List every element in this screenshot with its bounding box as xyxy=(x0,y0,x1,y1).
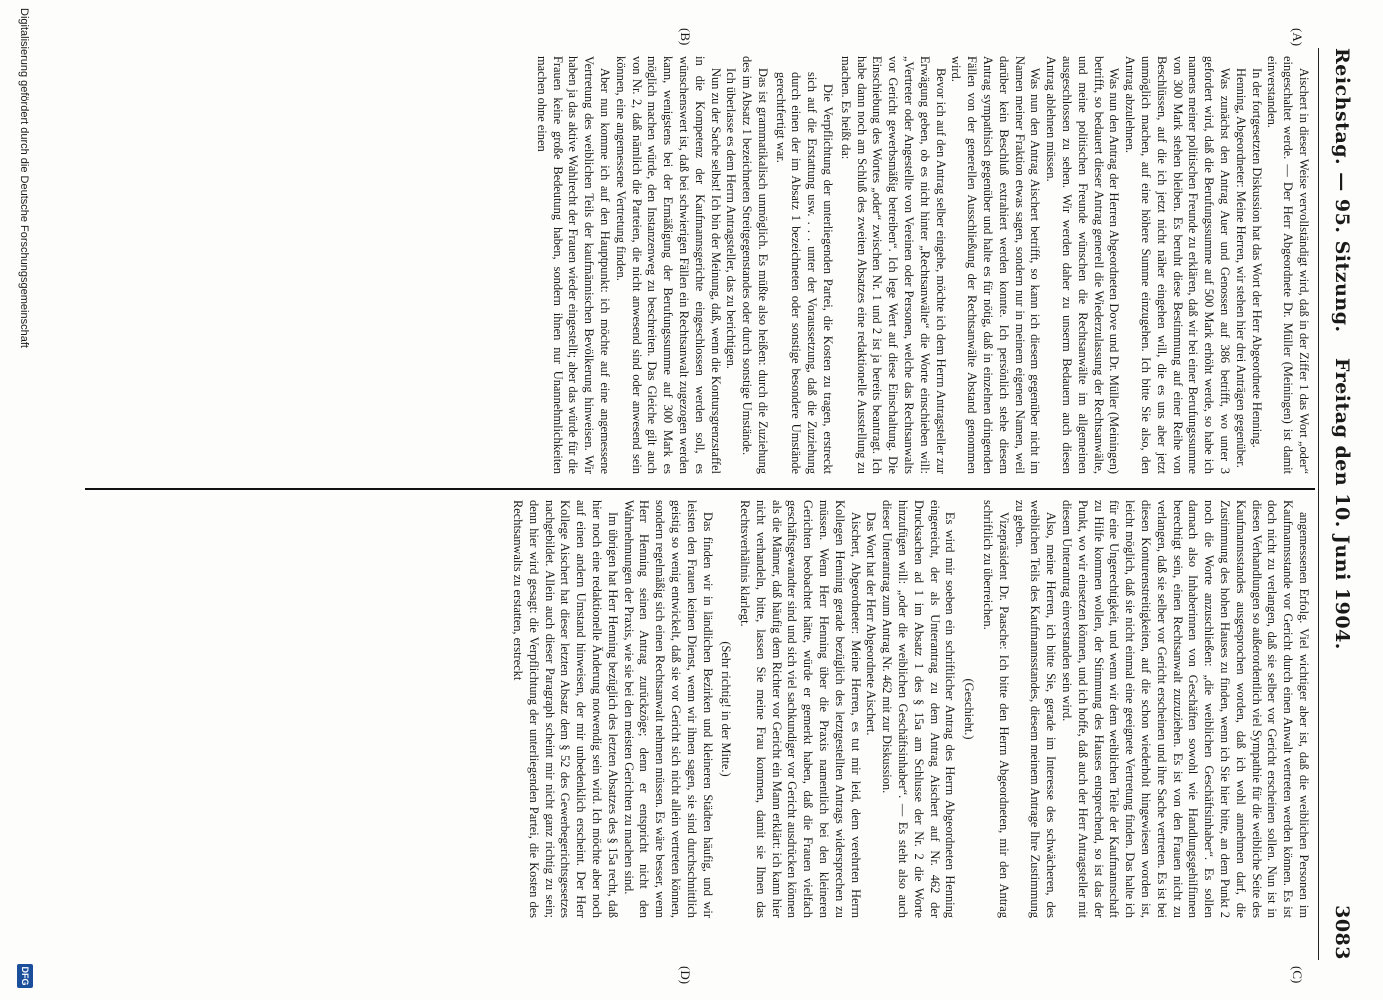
dfg-logo: DFG xyxy=(17,964,33,988)
paragraph: Das ist grammatikalisch unmöglich. Es müßte also heißen: durch die Zuziehung des im Absatz 1 bezeichneten Streitgegenstandes oder durch sonstige Umstände. xyxy=(740,56,770,474)
margin-mark-b: (B) xyxy=(678,28,693,46)
speaker-paragraph: Henning, Abgeordneter: Meine Herren, wir stehen hier drei Anträgen gegenüber. xyxy=(1233,68,1248,468)
paragraph: Das Wort hat der Herr Abgeordnete Aischert. xyxy=(864,512,879,736)
funding-note: Digitalisierung gefördert durch die Deutsche Forschungsgemeinschaft xyxy=(18,8,30,348)
paragraph: angemessenen Erfolg. Viel wichtiger aber ist, daß die weiblichen Personen im Kaufmannsstande vor Gericht durch einen Anwalt vertreten werden können. Es ist doch nicht zu verlangen, daß sie selber vor Gericht erscheinen sollen. Nun ist in diesen Verhandlungen so außerordentlich viel Sympathie für die weibliche Seite des Kaufmannsstandes ausgesprochen worden, daß ich wohl annehmen darf, die Zustimmung des hohen Hauses zu finden, wenn ich Sie hier bitte, an dem Punkt 2 noch die Worte anzuschließen: „die weiblichen Geschäftsinhaber“. Es sollen darnach also Inhaberinnen von Geschäften sowohl wie Handlungsgehilfinnen berechtigt sein, einen Rechtsanwalt zuzuziehen. Es ist von den Frauen nicht zu verlangen, daß sie selber vor Gericht erscheinen und ihre Sache vertreten. Es ist bei diesen Konturenstreitigkeiten, auf die schon wiederholt hingewiesen worden ist, leicht möglich, daß sie nicht einmal eine geeignete Vertretung finden. Das halte ich für eine Ungerechtigkeit, und wenn wir dem weiblichen Teile der Kaufmannschaft zu Hilfe kommen wollen, der Stimmung des Hauses entsprechend, so ist das der Punkt, wo wir einsetzen können, und ich hoffe, daß auch der Herr Antragsteller mit diesem Unterantrag einverstanden sein wird. xyxy=(1060,500,1311,918)
paragraph: Ich überlasse es dem Herrn Antragsteller, das zu berichtigen. xyxy=(724,68,739,369)
digitization-footer xyxy=(10,0,38,1000)
paragraph: Das finden wir in ländlichen Bezirken und kleineren Städten häufig, und wir leisten den Frauen keinen Dienst, wenn wir ihnen sagen, sie sind durchschnittlich geistig so wenig entwickelt, daß sie vor Gericht sich nicht allein vertreten können, sondern regelmäßig sich einen Rechtsanwalt nehmen müssen. Es wäre besser, wenn Herr Henning seinen Antrag zurückzöge; denn er entspricht nicht den Wahrnehmungen der Praxis, wie sie bei den meisten Gerichten zu machen sind. xyxy=(621,500,715,918)
margin-mark-c: (C) xyxy=(1290,966,1305,984)
margin-mark-a: (A) xyxy=(1290,28,1305,47)
paragraph: Also, meine Herren, ich bitte Sie, gerade im Interesse des schwächeren, des weiblichen Teils des Kaufmannsstandes, diesem meinem Antrage Ihre Zustimmung zu geben. xyxy=(1012,500,1059,918)
column-divider xyxy=(85,488,1315,490)
stage-direction: (Geschieht.) xyxy=(962,678,977,740)
paragraph: Was nun den Antrag der Herren Abgeordneten Dove und Dr. Müller (Meiningen) betrifft, so bedauert dieser Antrag generell die Wiederzulassung der Rechtsanwälte, und meine politischen Freunde wünschen die Rechtsanwälte im allgemeinen ausgeschlossen zu sehen. Wir werden daher zu unserm Bedauern auch diesen Antrag ablehnen müssen. xyxy=(1044,56,1122,474)
paragraph: Was zunächst den Antrag Auer und Genossen auf 386 betrifft, wo unter 3 gefordert wird, daß die Berufungssumme auf 500 Mark erhöht werde, so habe ich namens meiner politischen Freunde zu erklären, daß wir bei einer Berufungssumme von 300 Mark stehen bleiben. Es beruht diese Bestimmung auf einer Reihe von Beschlüssen, auf die ich jetzt nicht näher eingehen will, die es uns aber jetzt unmöglich machen, auf eine höhere Summe einzugehen. Ich bitte Sie also, den Antrag abzulehnen. xyxy=(1123,56,1233,474)
paragraph: Was nun den Antrag Aischert betrifft, so kann ich diesem gegenüber nicht im Namen meiner Fraktion etwas sagen, sondern nur in meinem eigenen Namen, weil darüber kein Beschluß extrahiert werden konnte. Ich persönlich stehe diesem Antrag sympathisch gegenüber und halte es für nötig, daß in einzelnen dringenden Fällen von der generellen Ausschließung der Rechtsanwälte Abstand genommen wird. xyxy=(949,56,1043,474)
paragraph: In der fortgesetzten Diskussion hat das Wort der Herr Abgeordnete Henning. xyxy=(1249,68,1264,448)
right-column xyxy=(91,500,1311,918)
paragraph: Im übrigen hat Herr Henning bezüglich des letzten Absatzes des § 15a recht, daß hier noch eine redaktionelle Änderung notwendig sein wird. Ich möchte aber noch auf einen andern Umstand hinweisen, der mir unbedenklich erscheint. Der Herr Kollege Aischert hat dieser letzten Absatz dem § 52 des Gewerbegerichtsgesetzes nachgebildet. Allein auch dieser Paragraph scheint mir nicht ganz richtig zu sein; denn hier wird gesagt: die Verpflichtung der unterliegenden Partei, die Kosten des Rechtsanwalts zu erstatten, erstreckt xyxy=(510,500,620,918)
paragraph: Nun zu der Sache selbst! Ich bin der Meinung, daß, wenn die Kontursgrenzstaffel in die Kompetenz der Kaufmannsgerichte eingeschlossen werden soll, es wünschenswert ist, daß bei schwierigen Fällen ein Rechtsanwalt zugezogen werden kann, wenigstens bei der Ermäßigung der Berufungssumme auf 300 Mark es möglich machen würde, den Instanzenweg zu beschreiten. Das Gleiche gilt auch von Nr. 2, daß nämlich die Parteien, die nicht anwesend sind oder anwesend sein können, eine angemessene Vertretung finden. xyxy=(613,56,723,474)
left-column xyxy=(91,56,1311,474)
paragraph: Aber nun komme ich auf den Hauptpunkt: ich möchte auf eine angemessene Vertretung des weiblichen Teils der kaufmännischen Bevölkerung hinweisen. Wir haben ja das aktive Wahlrecht der Frauen wieder eingestellt; aber das würde für die Frauen keine große Bedeutung haben, sondern ihnen nur Unannehmlichkeiten machen ohne einen xyxy=(534,56,612,474)
page-number: 3083 xyxy=(1331,905,1353,960)
speaker-paragraph: Aischert, Abgeordneter: Meine Herren, es tut mir leid, dem verehrten Herrn Kollegen Henning gerade bezüglich des letztgestellten Antrags widersprechen zu müssen. Wenn Herr Henning über die Praxis namentlich bei den kleineren Gerichten beobachtet hätte, würde er gemerkt haben, daß die Frauen vielfach geschäftsgewandter sind und sich viel sachkundiger vor Gericht ausdrücken können als die Männer, daß häufig dem Richter vor Gericht ein Mann erklärt: ich kann hier nicht verhandeln, bitte, lassen Sie meine Frau kommen, damit sie Ihnen das Rechtsverhältnis klarlegt. xyxy=(738,500,863,918)
paragraph: Bevor ich auf den Antrag selber eingehe, möchte ich dem Herrn Antragsteller zur Erwägung geben, ob es nicht hinter „Rechtsanwälte“ die Worte einschieben will: „Vertreter oder Angestellte von Vereinen oder Personen, welche das Rechtsanwalts vor Gericht gewerbsmäßig betreiben“. Ich lege Wert auf diese Einschaltung. Die Einschiebung des Wortes „oder“ zwischen Nr. 1 und 2 ist ja bereits beantragt. Ich habe dann noch am Schluß des zweiten Absatzes eine redaktionelle Ausstellung zu machen. Es heißt da: xyxy=(838,56,948,474)
paragraph: Es wird mir soeben ein schriftlicher Antrag des Herrn Abgeordneten Henning eingereicht, der als Unterantrag zu dem Antrag Aischert auf Nr. 462 der Drucksachen ad 1 im Absatz 1 des § 15a am Schlusse der Nr. 2 die Worte hinzufügen will: „oder die weiblichen Geschäftsinhaber“. — Es steht also auch dieser Unterantrag zum Antrag Nr. 462 mit zur Diskussion. xyxy=(880,500,958,918)
speaker-paragraph: Vizepräsident Dr. Paasche: Ich bitte den Herrn Abgeordneten, mir den Antrag schriftlich zu überreichen. xyxy=(981,500,1011,918)
header-session: Reichstag. — 95. Sitzung. xyxy=(1331,48,1353,333)
quoted-passage: Die Verpflichtung der unterliegenden Partei, die Kosten zu tragen, erstreckt sich auf die Erstattung usw. . . . unter der Voraussetzung, daß die Zuziehung durch einen der im Absatz 1 bezeichneten oder sonstige besondere Umstände gerechtfertigt war. xyxy=(773,72,836,474)
paragraph: Aischert in dieser Weise vervollständigt wird, daß in der Ziffer 1 das Wort „oder“ eingeschaltet werde. — Der Herr Abgeordnete Dr. Müller (Meiningen) ist damit einverstanden. xyxy=(1265,56,1311,474)
page-header xyxy=(1318,48,1363,960)
header-date: Freitag den 10. Juni 1904. xyxy=(1331,358,1353,650)
margin-mark-d: (D) xyxy=(678,966,693,985)
stage-direction: (Sehr richtig! in der Mitte.) xyxy=(719,641,734,777)
